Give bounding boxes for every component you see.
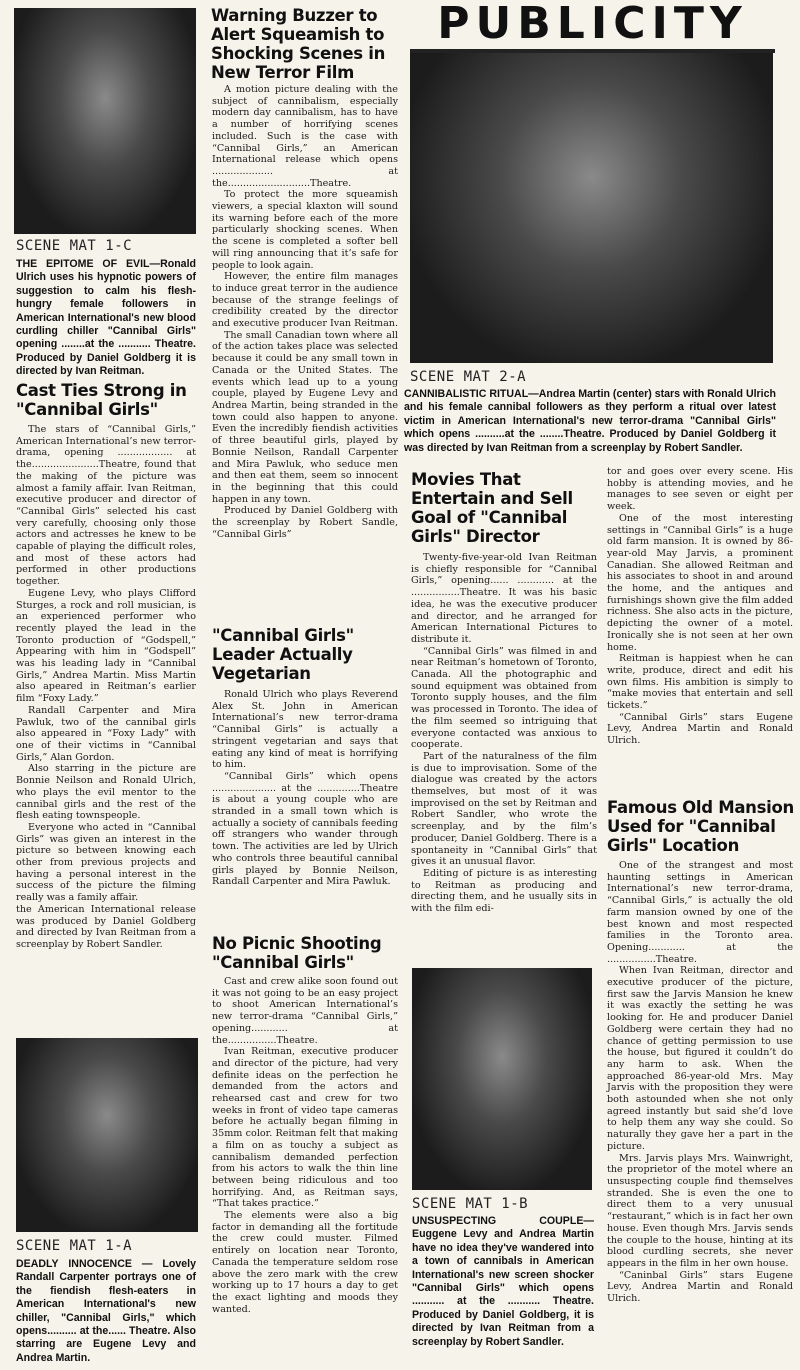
article-vegetarian [212,689,398,888]
headline-vegetarian: "Cannibal Girls" Leader Actually Vegetarian [212,626,354,683]
article-no-picnic [212,976,398,1315]
article-cast-ties [16,424,196,951]
caption-1c: THE EPITOME OF EVIL—Ronald Ulrich uses his hypnotic powers of suggestion to calm his flesh-hungry female followers in American International's new blood curdling chiller "Cannibal Girls" opening ........at the ........... Theatre. Produced by Daniel Goldberg it is directed by Ivan Reitman. [16,258,196,378]
paragraph: “Cannibal Girls” was filmed in and near Reitman’s hometown of Toronto, Canada. All the photographic and sound equipment was obtained from Toronto supply houses, and the film was processed in Toronto. The idea of the film seemed so intriguing that everyone contacted was anxious to cooperate. [411,645,597,751]
paragraph: Everyone who acted in “Cannibal Girls” was given an interest in the picture so between knowing each other from previous projects and having a personal interest in the success of the picture the filming really was a family affair. [16,821,196,904]
headline-no-picnic: No Picnic Shooting "Cannibal Girls" [212,934,382,972]
paragraph: One of the strangest and most haunting settings in American International’s new terror-drama, “Cannibal Girls,” is actually the old farm mansion owned by one of the best known and most respected families in the Toronto area. Opening............ at the ................Theatre. [607,860,793,965]
paragraph: “Cannibal Girls” which opens ..................... at the ..............Theatre is about a young couple who are stranded in a small town which is actually a society of cannibals feeding off strangers who wander through town. The activities are led by Ulrich who controls three beautiful cannibal girls played by Bonnie Neilson, Randall Carpenter and Mira Pawluk. [212,770,398,888]
paragraph: Randall Carpenter and Mira Pawluk, two of the cannibal girls also appeared in “Foxy Lady” with one of their victims in “Cannibal Girls,” Alan Gordon. [16,704,196,763]
photo-mat-1a [16,1038,198,1232]
caption-2a: CANNIBALISTIC RITUAL—Andrea Martin (center) stars with Ronald Ulrich and his female cannibal followers as they perform a ritual over latest victim in American International's new terror-drama "Cannibal Girls" which opens ..........at the ........Theatre. Produced by Daniel Goldberg it was directed by Ivan Reitman from a screenplay by Robert Sandler. [404,388,776,454]
headline-movies-entertain: Movies That Entertain and Sell Goal of "Cannibal Girls" Director [411,470,573,546]
paragraph: The elements were also a big factor in demanding all the fortitude the crew could muster. Filmed entirely on location near Toronto, Canada the temperature seldom rose above the zero mark with the crew working up to 17 hours a day to get the exact lighting and moods they wanted. [212,1210,398,1315]
paragraph: tor and goes over every scene. His hobby is attending movies, and he manages to see seven or eight per week. [607,466,793,513]
article-movies-entertain-continued [607,466,793,747]
paragraph: Reitman is happiest when he can write, produce, direct and edit his own films. His ambition is simply to “make movies that entertain and sell tickets.” [607,653,793,712]
headline-mansion: Famous Old Mansion Used for "Cannibal Girls" Location [607,798,794,855]
article-warning-buzzer [212,84,398,540]
scene-label-1b: SCENE MAT 1-B [412,1196,529,1212]
paragraph: Cast and crew alike soon found out it was not going to be an easy project to shoot American International’s new terror-drama “Cannibal Girls,” opening............ at the................Theatre. [212,976,398,1046]
caption-1b: UNSUSPECTING COUPLE—Euggene Levy and Andrea Martin have no idea they've wandered into a town of cannibals in American International's new screen shocker "Cannibal Girls" which opens ........... at the ........... Theatre. Produced by Daniel Goldberg, it is directed by Ivan Reitman from a screenplay by Robert Sandler. [412,1215,594,1348]
paragraph: Produced by Daniel Goldberg with the screenplay by Robert Sandle, “Cannibal Girls” [212,505,398,540]
paragraph: However, the entire film manages to induce great terror in the audience because of the strange feelings of credibility created by the director and executive producer Ivan Reitman. [212,271,399,330]
paragraph: “Cannibal Girls” stars Eugene Levy, Andrea Martin and Ronald Ulrich. [607,711,793,747]
masthead-title: PUBLICITY [437,0,748,49]
paragraph: Part of the naturalness of the film is due to improvisation. Some of the dialogue was created by the actors themselves, but most of it was improvised on the set by Reitman and Robert Sandler, who wrote the screenplay, and by the film’s producer, Daniel Goldberg. There is a spontaneity in “Cannibal Girls” that gives it an unusual flavor. [411,750,597,868]
paragraph: Eugene Levy, who plays Clifford Sturges, a rock and roll musician, is an experienced performer who recently played the lead in the Toronto production of “Godspell,” Appearing with him in “Godspell” was his leading lady in “Cannibal Girls,” Andrea Martin. Miss Martin also apeared in Reitman’s earlier film “Foxy Lady.” [16,587,196,705]
paragraph: The stars of “Cannibal Girls,” American International’s new terror-drama, opening .................. at the......................Theatre, found that the making of the picture was almost a family affair. Ivan Reitman, executive producer and director of “Cannibal Girls” selected his cast very carefully, choosing only those actors and actresses he knew to be capable of playing the difficult roles, and most of these actors had performed in other productions together. [16,424,196,588]
paragraph: the American International release was produced by Daniel Goldberg and directed by Ivan Reitman from a screenplay by Robert Sandler. [16,903,196,950]
photo-mat-2a [410,53,773,363]
paragraph: A motion picture dealing with the subject of cannibalism, especially modern day cannibalism, has to have a number of horrifying scenes included. Such is the case with “Cannibal Girls,” an American International release which opens .................... at the...........................Theatre. [212,84,398,189]
caption-1a: DEADLY INNOCENCE — Lovely Randall Carpenter portrays one of the fiendish flesh-eaters in American International's new chiller, "Cannibal Girls," which opens.......... at the...... Theatre. Also starring are Eugene Levy and Andrea Martin. [16,1258,196,1364]
article-movies-entertain [411,552,597,915]
scene-label-1c: SCENE MAT 1-C [16,238,133,254]
headline-warning-buzzer: Warning Buzzer to Alert Squeamish to Shocking Scenes in New Terror Film [211,6,386,82]
article-mansion [607,860,793,1305]
photo-mat-1b [412,968,592,1190]
paragraph: Twenty-five-year-old Ivan Reitman is chiefly responsible for “Cannibal Girls,” opening...... ............ at the ................Theatre. It was his basic idea, he was the executive producer and director, and he arranged for American International Pictures to distribute it. [411,552,597,645]
paragraph: Mrs. Jarvis plays Mrs. Wainwright, the proprietor of the motel where an unsuspecting couple find themselves stranded. She is even the one to direct them to a very unusual “restaurant,” which is in fact her own house. Even though Mrs. Jarvis sends the couple to the house, hinting at its blood curdling secrets, she never appears in the film in her own house. [607,1152,793,1269]
paragraph: To protect the more squeamish viewers, a special klaxton will sound its warning before each of the more particularly shocking scenes. When the scene is completed a softer bell will ring announcing that it’s safe for people to look again. [212,189,398,271]
scene-label-2a: SCENE MAT 2-A [410,369,527,385]
photo-mat-1c [14,8,196,234]
paragraph: Editing of picture is as interesting to Reitman as producing and directing them, and he usually sits in with the film edi- [411,867,597,915]
paragraph: Ivan Reitman, executive producer and director of the picture, had very definite ideas on the perfection he demanded from the actors and rehearsed cast and crew for two weeks in front of video tape cameras before he actually began filming in 35mm color. Reitman felt that making a film on as touchy a subject as cannibalism demanded perfection from his actors to walk the thin line between being ridiculous and too horrifying. And, as Reitman says, “That takes practice.” [212,1046,398,1210]
headline-cast-ties: Cast Ties Strong in "Cannibal Girls" [16,381,187,419]
paragraph: When Ivan Reitman, director and executive producer of the picture, first saw the Jarvis Mansion he knew it was exactly the setting he was looking for. He and producer Daniel Goldberg were certain they had no chance of getting permission to use the house, but figured it couldn’t do any harm to ask. When the approached 86-year-old Mrs. May Jarvis with the proposition they were both astounded when she not only agreed instantly but said she’d love to help them any way she could. So naturally they gave her a part in the picture. [607,965,793,1152]
paragraph: The small Canadian town where all of the action takes place was selected because it could be any small town in Canada or the United States. The events which lead up to a young couple, played by Eugene Levy and Andrea Martin, being stranded in the town could also happen to anyone. Even the incredibly fiendish activities of three beautiful girls, played by Bonnie Neilson, Randall Carpenter and Mira Pawluk, who seduce men and then eat them, seem so innocent in the beginning that this could happen in any town. [212,329,398,505]
scene-label-1a: SCENE MAT 1-A [16,1238,133,1254]
paragraph: Also starring in the picture are Bonnie Neilson and Ronald Ulrich, who plays the evil mentor to the cannibal girls and the rest of the flesh eating townspeople. [16,763,196,822]
paragraph: Ronald Ulrich who plays Reverend Alex St. John in American International’s new terror-drama “Cannibal Girls” is actually a stringent vegetarian and says that eating any kind of meat is horrifying to him. [212,689,398,771]
paragraph: One of the most interesting settings in “Cannibal Girls” is a huge old farm mansion. It is owned by 86-year-old May Jarvis, a prominent Canadian. She allowed Reitman and his associates to shoot in and around the home, and the antiques and furnishings shown give the film added richness. She also acts in the picture, depicting the owner of a motel. Ironically she is not seen at her own home. [607,512,793,653]
paragraph: “Caninbal Girls” stars Eugene Levy, Andrea Martin and Ronald Ulrich. [607,1269,793,1305]
